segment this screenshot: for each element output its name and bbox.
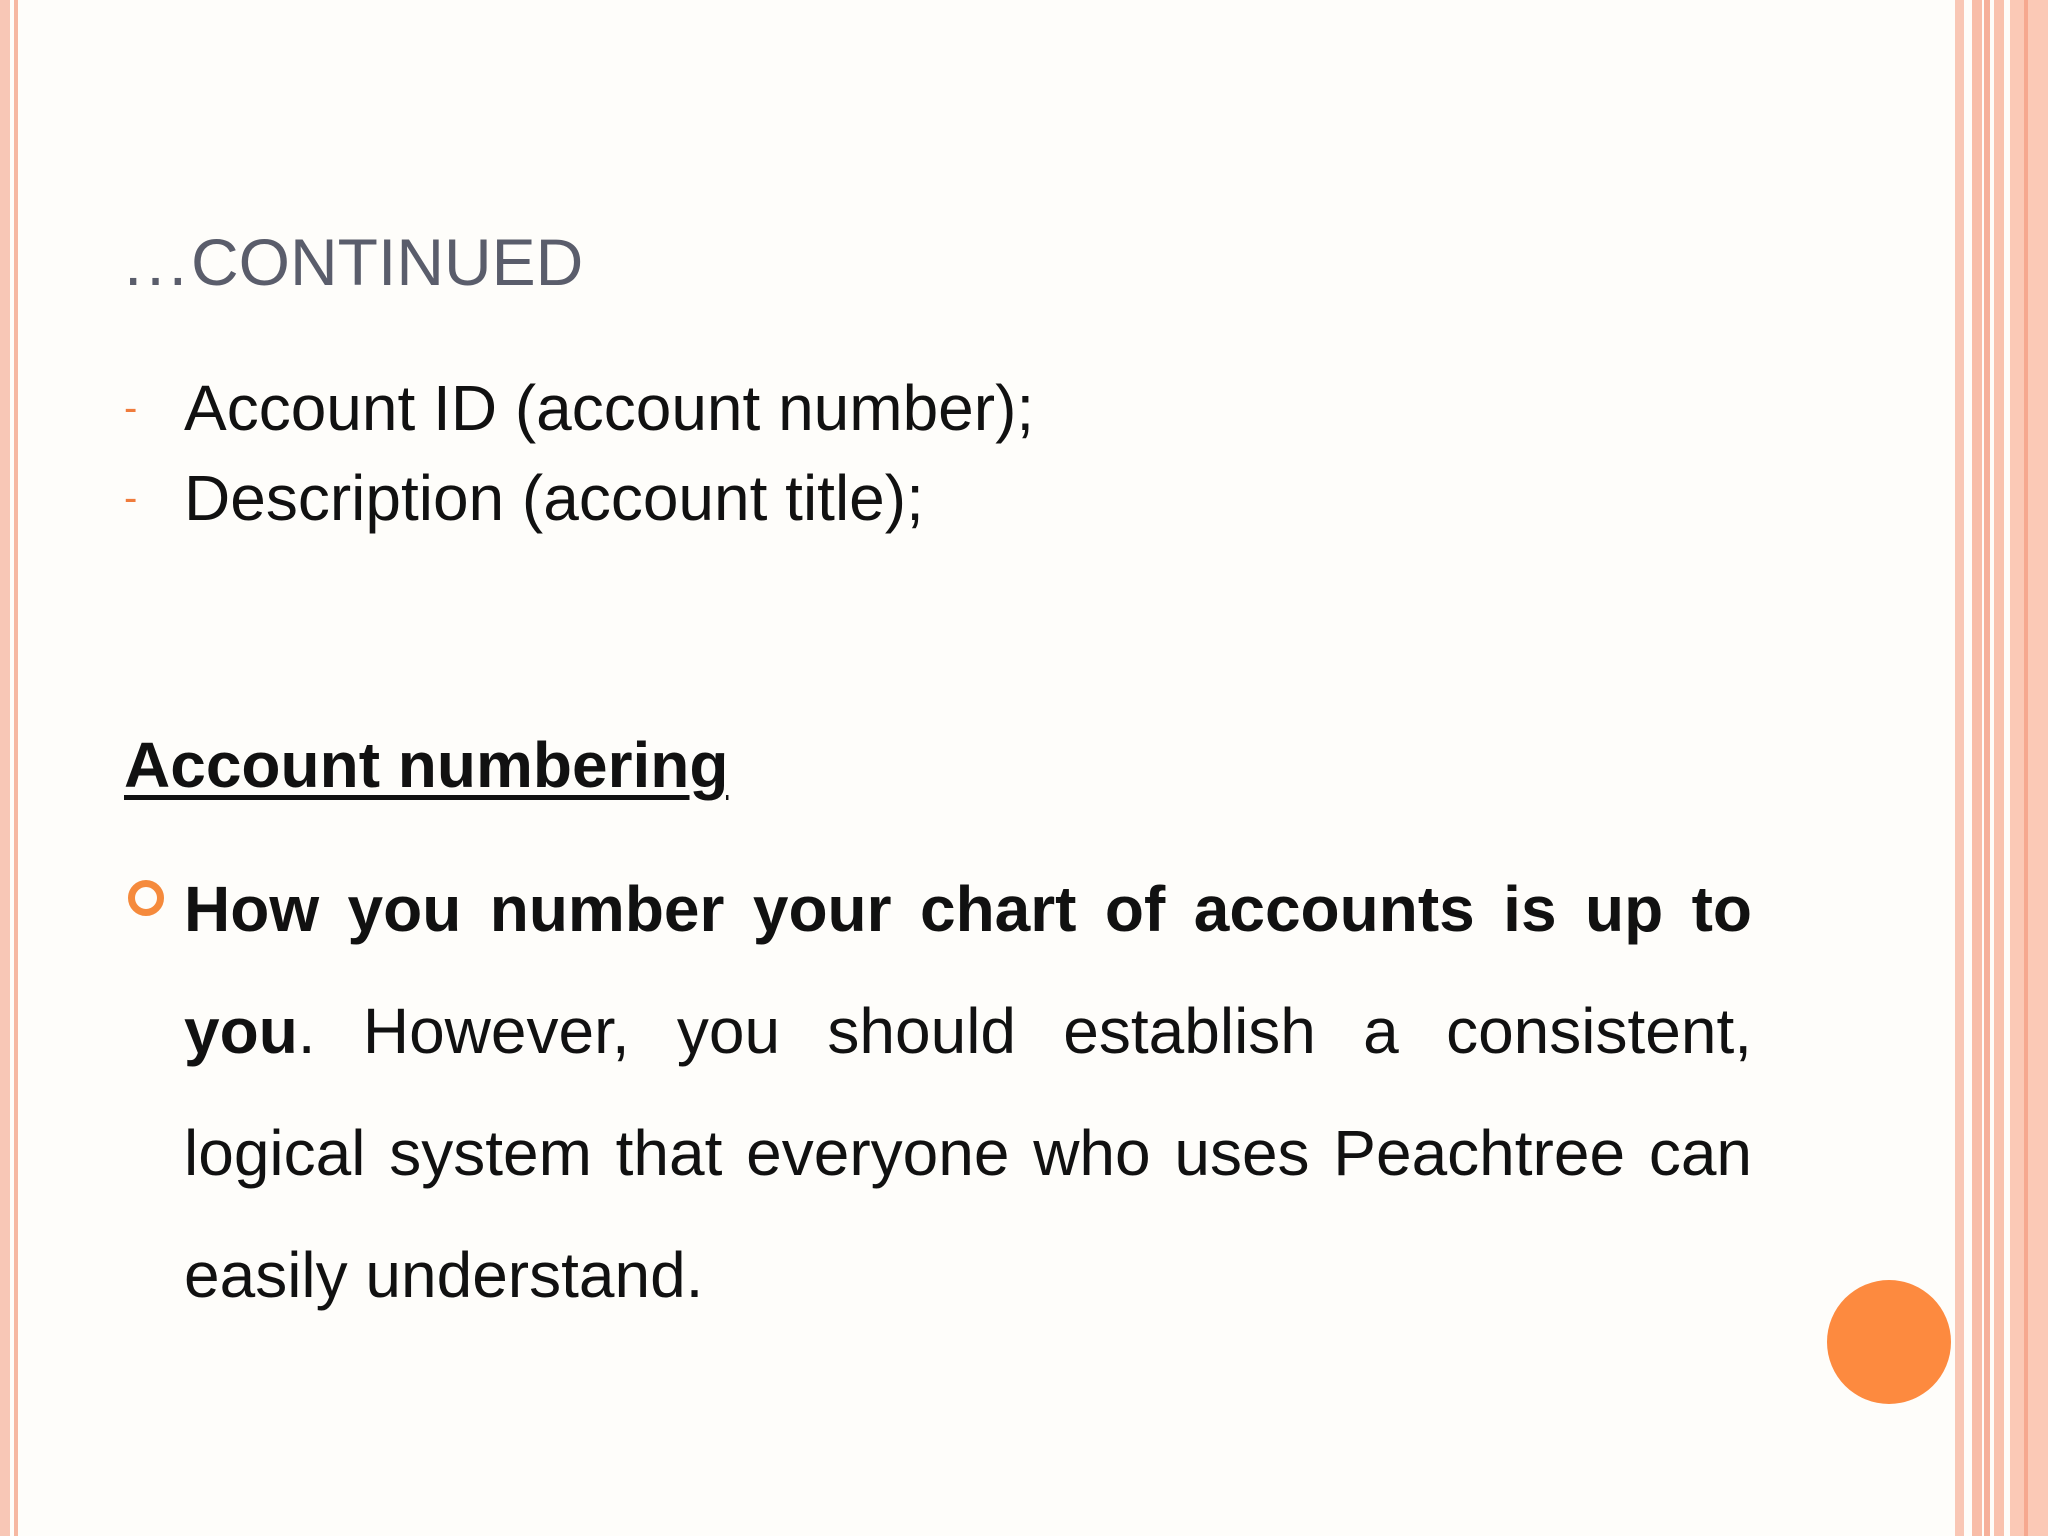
dash-list-item xyxy=(124,456,924,535)
dash-list-item xyxy=(124,366,1034,445)
body-paragraph xyxy=(184,848,1752,1336)
dash-item-text: Description (account title); xyxy=(184,462,924,535)
dash-marker: - xyxy=(124,385,138,430)
title-text: CONTINUED xyxy=(191,225,584,299)
title-ellipsis: ... xyxy=(124,225,192,299)
right-border-stripe xyxy=(1984,0,1990,1536)
ring-bullet-icon xyxy=(128,880,164,916)
right-border-stripe xyxy=(1955,0,1964,1536)
dash-item-text: Account ID (account number); xyxy=(184,372,1035,445)
paragraph-bold-text: How you number your chart of accounts is up to you xyxy=(184,873,1752,1067)
dash-marker: - xyxy=(124,475,138,520)
right-border-stripe xyxy=(1994,0,2004,1536)
paragraph-text: . However, you should establish a consistent, logical system that everyone who uses Peachtree can easily understand. xyxy=(184,995,1752,1311)
right-border-stripe xyxy=(1972,0,1982,1536)
right-border-stripe xyxy=(2024,0,2028,1536)
section-heading: Account numbering xyxy=(124,729,729,801)
right-border-stripe xyxy=(2010,0,2048,1536)
decorative-circle xyxy=(1827,1280,1951,1404)
left-border-stripe xyxy=(14,0,18,1536)
left-border-stripe xyxy=(0,0,10,1536)
slide-title xyxy=(124,224,583,300)
